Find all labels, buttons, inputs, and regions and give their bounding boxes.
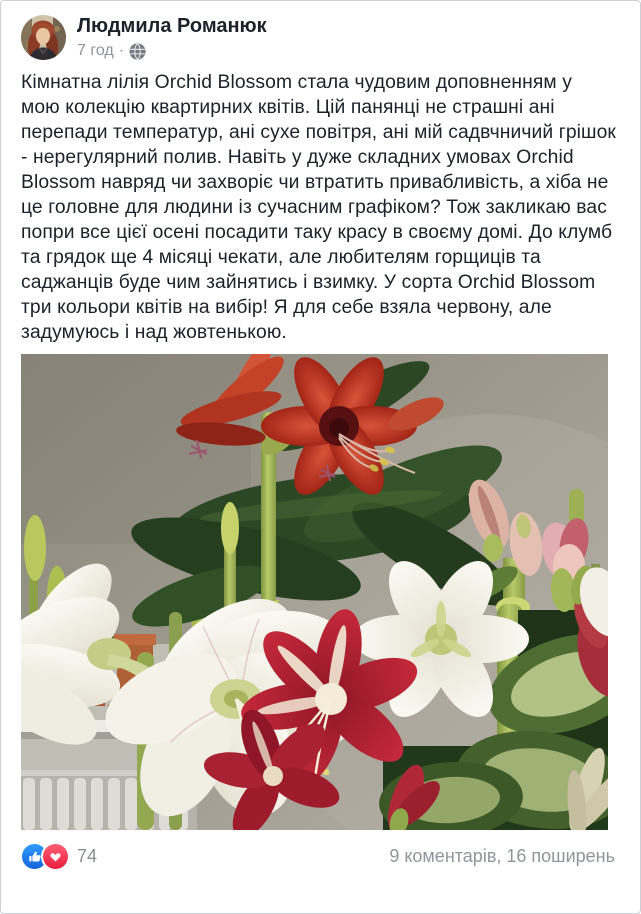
author-name[interactable]: Людмила Романюк [77, 15, 267, 37]
meta-separator: · [118, 42, 125, 59]
post-meta [77, 42, 267, 60]
post-header [1, 1, 640, 60]
timestamp[interactable]: 7 год [77, 42, 114, 59]
post-photo[interactable] [21, 354, 608, 830]
post-footer [1, 830, 640, 871]
avatar[interactable] [21, 15, 66, 60]
love-icon[interactable] [41, 842, 70, 871]
reactions-summary[interactable] [20, 842, 97, 871]
header-text [77, 15, 267, 60]
comments-shares-count[interactable]: 9 коментарів, 16 поширень [389, 846, 615, 866]
amaryllis-photo [21, 354, 608, 830]
globe-icon [129, 43, 146, 60]
avatar-image [21, 15, 66, 60]
reaction-count[interactable]: 74 [77, 846, 98, 866]
post-body-text: Кімнатна лілія Orchid Blossom стала чудовим доповненням у мою колекцію квартирних квітів. Цій панянці не страшні ані перепади температур, ані сухе повітря, ані мій садвчничий грішок - нерегулярний полив. Навіть у дуже складних умовах Orchid Blossom навряд чи захворіє чи втратить привабливість, а хіба не це головне для людини із сучасним графіком? Тож закликаю вас попри все цієї осені посадити таку красу в своєму домі. До клумб та грядок ще 4 місяці чекати, але любителям горщиців та саджанців буде чим зайнятись і взимку. У сорта Orchid Blossom три кольори квітів на вибір! Я для себе взяла червону, але задумуюсь і над жовтенькою. [21, 72, 616, 343]
